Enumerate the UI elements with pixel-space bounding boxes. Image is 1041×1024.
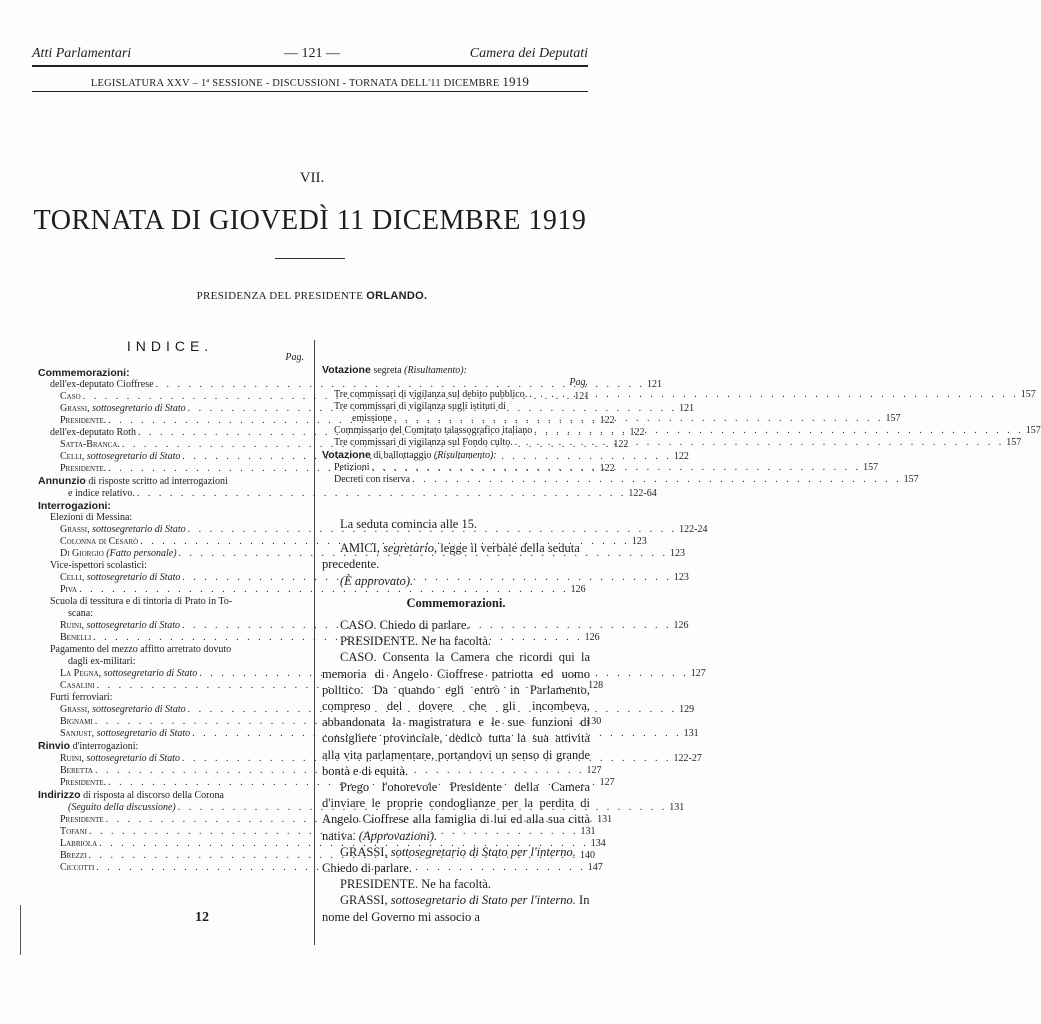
index-entry-page: 130 bbox=[586, 716, 602, 727]
index-entry-speaker: Celli, bbox=[60, 451, 85, 462]
index-entry-keyword: Rinvio bbox=[38, 740, 71, 752]
index-entry-text: Tre commissari di vigilanza sul Fondo culto. bbox=[334, 437, 513, 448]
index-entry-role: (Seguito della discussione) bbox=[68, 802, 176, 813]
index-entry-role: sottosegretario di Stato bbox=[89, 524, 186, 535]
index-entry-page: 134 bbox=[590, 838, 606, 849]
index-entry-speaker: La Pegna, bbox=[60, 668, 102, 679]
index-entry-page: 128 bbox=[588, 680, 604, 691]
index-entry bbox=[38, 488, 657, 500]
index-entry-text: emissione bbox=[352, 413, 392, 424]
index-entry-label bbox=[60, 753, 180, 765]
index-entry-speaker: Brezzi bbox=[60, 850, 87, 861]
index-entry-page: 140 bbox=[580, 850, 595, 861]
index-entry bbox=[38, 680, 604, 692]
index-entry-label bbox=[334, 474, 410, 486]
index-leader-dots bbox=[527, 389, 1021, 401]
index-entry-text: Tre commissari di vigilanza sul debito pubblico. bbox=[334, 389, 528, 400]
index-entry-speaker: Labriola bbox=[60, 838, 98, 849]
index-entry-keyword: Votazione bbox=[322, 449, 371, 461]
index-entry-page: 131 bbox=[669, 802, 685, 813]
index-entry-role: (Fatto personale) bbox=[103, 548, 177, 559]
index-entry-speaker: Satta-Branca. bbox=[60, 439, 120, 450]
index-entry-label bbox=[68, 802, 176, 814]
index-entry-page: 122 bbox=[613, 439, 629, 450]
index-entry-page: 122 bbox=[599, 463, 615, 474]
index-entry-keyword: Indirizzo bbox=[38, 789, 81, 801]
index-entry-text: d'interrogazioni: bbox=[70, 741, 139, 752]
index-entry-text: scana: bbox=[68, 608, 93, 619]
index-entry-page: 127 bbox=[690, 668, 706, 679]
index-entry-speaker: Bignami bbox=[60, 716, 93, 727]
index-entry-page: 126 bbox=[584, 632, 600, 643]
index-entry-speaker: Ruini, bbox=[60, 753, 84, 764]
index-section: Interrogazioni: bbox=[38, 500, 111, 512]
index-entry bbox=[38, 704, 695, 716]
index-entry-label bbox=[60, 632, 91, 644]
index-entry-label bbox=[334, 389, 527, 401]
index-entry-keyword: Annunzio bbox=[38, 475, 86, 487]
index-entry bbox=[38, 850, 595, 862]
session-title: TORNATA DI GIOVEDÌ 11 DICEMBRE 1919 bbox=[33, 205, 587, 236]
index-entry-page: 157 bbox=[885, 413, 901, 424]
index-entry-speaker: Caso bbox=[60, 391, 81, 402]
index-entry-text: Petizioni bbox=[334, 462, 370, 473]
index-entry-speaker: Tofani bbox=[60, 826, 87, 837]
paragraph: AMICI, segretario, legge il verbale della seduta precedente. bbox=[322, 541, 580, 572]
index-entry bbox=[38, 692, 304, 704]
paragraph: GRASSI, sottosegretario di Stato per l'interno. In nome del Governo mi associo a bbox=[322, 893, 590, 924]
index-entry-label bbox=[50, 427, 136, 439]
index-entry-speaker: Celli, bbox=[60, 572, 85, 583]
index-entry bbox=[38, 838, 606, 850]
index-entry-page: 131 bbox=[683, 728, 699, 739]
index-entry-text: dell'ex-deputato Roth bbox=[50, 427, 136, 438]
index-entry-speaker: Beretta bbox=[60, 765, 93, 776]
index-entry-role: sottosegretario di Stato bbox=[101, 668, 198, 679]
index-pag-label: Pag. bbox=[569, 377, 588, 388]
index-entry bbox=[38, 560, 304, 572]
index-entry-text: Elezioni di Messina: bbox=[50, 512, 133, 523]
index-entry-speaker: Di Giorgio bbox=[60, 548, 104, 559]
index-entry-text: Pagamento del mezzo affitto arretrato dovuto bbox=[50, 644, 232, 655]
index-entry bbox=[38, 512, 304, 524]
body-text bbox=[322, 516, 590, 925]
index-entry-speaker: Colonna di Cesarò bbox=[60, 536, 139, 547]
index-entry-page: 157 bbox=[903, 474, 919, 485]
paragraph: Prego l'onorevole Presidente della Camera d'inviare le proprie condoglianze per la perdita di Angelo Cioffrese alla famiglia di lui ed alla sua città nativa. (Approvazioni). bbox=[322, 780, 590, 843]
index-leader-dots bbox=[410, 474, 904, 486]
index-entry-page: 122 bbox=[599, 415, 615, 426]
session-number: VII. bbox=[299, 170, 325, 186]
index-entry-speaker: Casalini bbox=[60, 680, 95, 691]
paragraph: CASO. Consenta la Camera che ricordi qui la memoria di Angelo Cioffrese patriotta ed uomo politico. Da quando egli entrò in Parlamento, compreso del dovere che gli incombeva, abbandonata la magistratura e le sue funzioni di consigliere provinciale, dedicò tutta la sua attività alla vita parlamentare, portandovi un senso di grande bontà e di equità. bbox=[322, 650, 590, 778]
index-entry bbox=[38, 584, 586, 596]
index-entry bbox=[38, 814, 613, 826]
index-entry-page: 121 bbox=[679, 403, 695, 414]
index-entry bbox=[38, 802, 685, 814]
index-entry-page: 126 bbox=[673, 620, 689, 631]
index-entry-role: sottosegretario di Stato bbox=[84, 572, 181, 583]
index-entry bbox=[38, 765, 602, 777]
index-entry-label bbox=[60, 451, 180, 463]
index-entry-speaker: Benelli bbox=[60, 632, 92, 643]
index-entry bbox=[38, 536, 647, 548]
index-entry-speaker: Piva bbox=[60, 584, 78, 595]
index-entry-text: di ballottaggio bbox=[370, 450, 434, 461]
index-entry-label bbox=[60, 403, 186, 415]
index-entry-page: 147 bbox=[587, 862, 603, 873]
index-entry bbox=[38, 668, 706, 680]
index-entry-text: Furti ferroviari: bbox=[50, 692, 113, 703]
index-leader-dots bbox=[135, 488, 629, 500]
index-entry bbox=[38, 475, 304, 488]
header-rule-bottom bbox=[32, 91, 588, 92]
page-number: — 121 — bbox=[284, 46, 340, 61]
index-entry-label bbox=[60, 728, 190, 740]
index-entry-label bbox=[60, 439, 120, 451]
index-entry bbox=[38, 608, 304, 620]
index-entry-page: 123 bbox=[670, 548, 686, 559]
index-pag-label: Pag. bbox=[285, 352, 304, 363]
margin-mark bbox=[20, 905, 21, 955]
index-entry-page: 131 bbox=[597, 814, 613, 825]
index-entry bbox=[38, 596, 304, 608]
index-entry-speaker: Ruini, bbox=[60, 620, 84, 631]
index-entry-page: 157 bbox=[1020, 389, 1036, 400]
index-entry-label bbox=[60, 415, 106, 427]
index-entry-text: Decreti con riserva bbox=[334, 474, 411, 485]
index-entry-speaker: Presidente. bbox=[60, 463, 107, 474]
index-entry-page: 122-64 bbox=[628, 488, 657, 499]
index-entry-label bbox=[60, 391, 81, 403]
index-entry-text: Commissario del Comitato talassografico italiano bbox=[334, 425, 533, 436]
index-entry-label bbox=[60, 862, 94, 874]
index-entry-page: 127 bbox=[586, 765, 602, 776]
index-entry-label bbox=[60, 584, 77, 596]
index-entry bbox=[38, 716, 602, 728]
index-entry-page: 157 bbox=[863, 462, 879, 473]
index-entry bbox=[38, 862, 603, 874]
index-leader-dots bbox=[392, 413, 886, 425]
index-entry-text: Scuola di tessitura e di tintoria di Prato in To- bbox=[50, 596, 233, 607]
index-entry-label bbox=[352, 413, 392, 425]
index-entry-role: sottosegretario di Stato bbox=[83, 753, 180, 764]
index-entry bbox=[322, 474, 919, 486]
index-leader-dots bbox=[370, 462, 864, 474]
paragraph: PRESIDENTE. Ne ha facoltà. bbox=[340, 877, 492, 892]
paragraph: GRASSI, sottosegretario di Stato per l'interno. Chiedo di parlare. bbox=[322, 844, 576, 876]
section-heading: Commemorazioni. bbox=[406, 595, 506, 610]
index-entry-speaker: Grassi, bbox=[60, 704, 90, 715]
legislature-line: LEGISLATURA XXV – 1ª SESSIONE - DISCUSSIONI - TORNATA DELL'11 DICEMBRE 1919 bbox=[90, 74, 530, 89]
index-entry-page: 131 bbox=[580, 826, 596, 837]
index-entry-speaker: Sanjust, bbox=[60, 728, 95, 739]
paragraph: (È approvato). bbox=[340, 573, 414, 588]
index-entry-role: sottosegretario di Stato bbox=[89, 403, 186, 414]
index-entry-label bbox=[60, 536, 138, 548]
running-header-left: Atti Parlamentari bbox=[32, 46, 132, 61]
index-entry bbox=[322, 401, 588, 413]
index-entry-label bbox=[334, 437, 513, 449]
index-entry-label bbox=[60, 668, 197, 680]
index-entry-text: Tre commissari di vigilanza sugli istituti di bbox=[334, 401, 506, 412]
index-entry-speaker: Presidente. bbox=[60, 415, 107, 426]
index-entry-label bbox=[60, 548, 177, 560]
index-entry-label bbox=[68, 488, 135, 500]
index-entry-italic: (Risultamento): bbox=[433, 450, 497, 461]
index-entry-page: 126 bbox=[570, 584, 586, 595]
index-section: Commemorazioni: bbox=[38, 367, 130, 379]
index-heading: INDICE. bbox=[126, 338, 214, 354]
index-entry-role: sottosegretario di Stato bbox=[89, 704, 186, 715]
index-entry-label bbox=[60, 572, 180, 584]
index-entry-role: sottosegretario di Stato bbox=[94, 728, 191, 739]
index-entry bbox=[38, 740, 304, 753]
index-entry bbox=[38, 753, 702, 765]
index-entry-page: 157 bbox=[1025, 425, 1041, 436]
index-entry-page: 129 bbox=[679, 704, 695, 715]
index-entry-label bbox=[60, 850, 87, 862]
index-entry-speaker: Presidente bbox=[60, 814, 104, 825]
index-entry-label bbox=[60, 777, 106, 789]
index-entry-label bbox=[60, 524, 186, 536]
index-entry-label bbox=[60, 826, 87, 838]
index-entry-page: 123 bbox=[673, 572, 689, 583]
index-entry-page: 122 bbox=[629, 427, 645, 438]
index-entry-page: 121 bbox=[574, 391, 590, 402]
index-entry-label bbox=[60, 680, 95, 692]
index-entry-label bbox=[60, 463, 106, 475]
running-header-right: Camera dei Deputati bbox=[469, 46, 588, 61]
index-entry-page: 122-24 bbox=[679, 524, 708, 535]
index-entry bbox=[38, 548, 686, 560]
index-entry bbox=[38, 656, 304, 668]
index-entry-label bbox=[60, 838, 97, 850]
index-entry-label bbox=[60, 765, 93, 777]
index-entry-label bbox=[60, 620, 180, 632]
index-entry-role: sottosegretario di Stato bbox=[83, 620, 180, 631]
index-entry-label bbox=[50, 379, 154, 391]
index-entry-speaker: Grassi, bbox=[60, 524, 90, 535]
index-entry bbox=[38, 777, 615, 789]
signature-mark: 12 bbox=[195, 910, 209, 925]
header-rule-top bbox=[32, 65, 588, 67]
paragraph: La seduta comincia alle 15. bbox=[340, 517, 478, 531]
index-entry-text: dagli ex-militari: bbox=[68, 656, 136, 667]
index-entry-speaker: Presidente. bbox=[60, 777, 107, 788]
index-entry-label bbox=[334, 462, 370, 474]
index-entry-italic: (Risultamento): bbox=[404, 365, 467, 376]
index-entry-label bbox=[60, 704, 186, 716]
index-entry-speaker: Ciccotti bbox=[60, 862, 95, 873]
index-entry-page: 123 bbox=[631, 536, 647, 547]
index-entry-keyword: Votazione bbox=[322, 364, 371, 376]
index-entry-label bbox=[334, 425, 532, 437]
index-entry-page: 157 bbox=[1006, 437, 1022, 448]
index-leader-dots bbox=[532, 425, 1026, 437]
index-entry-text: di risposta al discorso della Corona bbox=[80, 790, 224, 801]
index-entry-label bbox=[60, 716, 93, 728]
index-entry-page: 122-27 bbox=[673, 753, 702, 764]
index-entry bbox=[322, 449, 588, 462]
index-entry bbox=[38, 644, 304, 656]
title-divider bbox=[275, 258, 345, 259]
index-entry bbox=[38, 826, 596, 838]
presidency-line: PRESIDENZA DEL PRESIDENTE ORLANDO. bbox=[196, 290, 428, 302]
paragraph: PRESIDENTE. Ne ha facoltà. bbox=[340, 634, 492, 649]
index-entry-page: 122 bbox=[673, 451, 689, 462]
index-entry bbox=[322, 364, 588, 377]
index-entry-text: Vice-ispettori scolastici: bbox=[50, 560, 147, 571]
index-entry-page: 127 bbox=[599, 777, 615, 788]
index-entry-role: sottosegretario di Stato bbox=[84, 451, 181, 462]
index-entry-text: segreta bbox=[370, 365, 405, 376]
paragraph: CASO. Chiedo di parlare. bbox=[340, 618, 470, 633]
index-entry-speaker: Grassi, bbox=[60, 403, 90, 414]
index-entry-text: e indice relativo. bbox=[68, 488, 135, 499]
index-entry bbox=[322, 389, 1036, 401]
index-entry-page: 121 bbox=[647, 379, 663, 390]
index-entry bbox=[38, 728, 699, 740]
index-entry-text: di risposte scritto ad interrogazioni bbox=[85, 476, 228, 487]
index-entry bbox=[38, 789, 304, 802]
index-leader-dots bbox=[513, 437, 1007, 449]
index-entry-text: dell'ex-deputato Cioffrese bbox=[50, 379, 154, 390]
index-entry-label bbox=[60, 814, 104, 826]
